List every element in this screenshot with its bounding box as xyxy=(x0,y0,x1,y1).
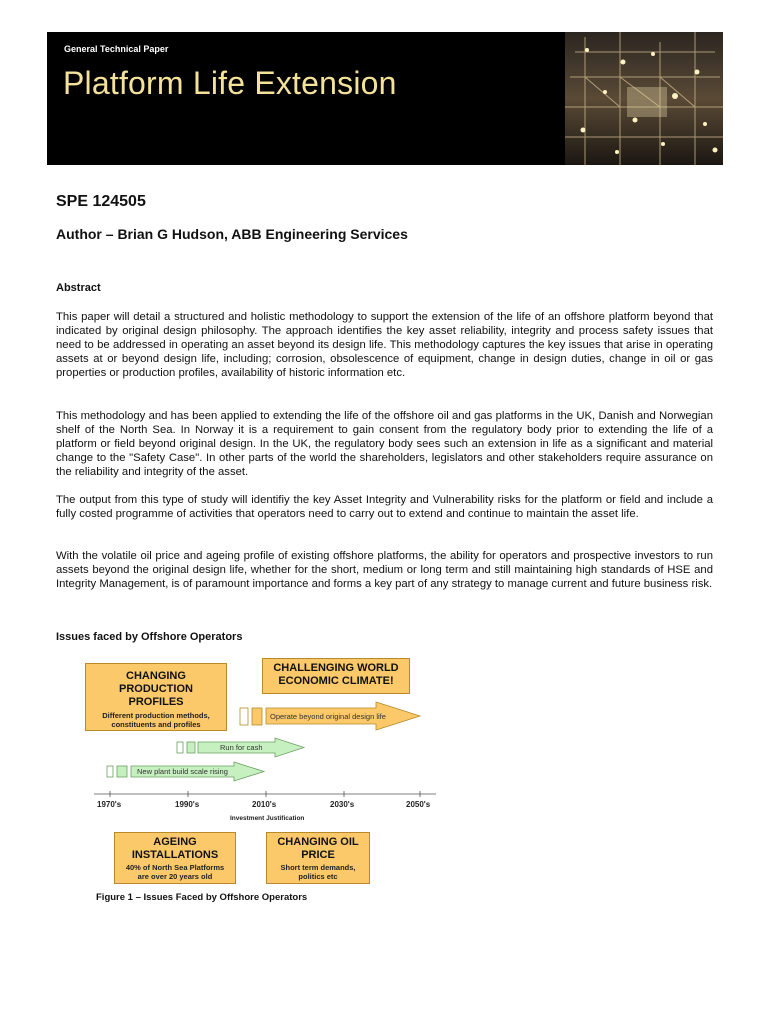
box-subtitle: Different production methods, constituents and profiles xyxy=(102,711,210,729)
paper-type-label: General Technical Paper xyxy=(64,44,169,54)
document-title: Platform Life Extension xyxy=(63,65,397,101)
abstract-paragraph-1: This paper will detail a structured and holistic methodology to support the extension of the life of an offshore platform beyond that indicated by original design philosophy. The approach identifies the key asset reliability, integrity and process safety issues that need to be addressed in operating an asset beyond its design life. This methodology captures the key issues that arise in operating assets at or beyond design life, including; corrosion, obsolescence of equipment, change in design duties, change in oil or gas properties or production profiles, availability of historic information etc. xyxy=(56,311,713,379)
box-title: CHANGING OIL PRICE xyxy=(277,836,359,861)
box-changing-oil-price xyxy=(266,832,370,884)
box-title: CHANGING PRODUCTION PROFILES xyxy=(119,670,193,708)
arrow-label-operate: Operate beyond original design life xyxy=(270,712,386,721)
abstract-paragraph-2: This methodology and has been applied to extending the life of the offshore oil and gas platforms in the UK, Danish and Norwegian shelf of the North Sea. In Norway it is a requirement to gain consent from the regulatory body prior to extending the life of a platform or field beyond original design. In the UK, the regulatory body sees such an extension in life as a significant and material change to the "Safety Case". In other parts of the world the shareholders, legislators and other stakeholders require assurance on the reliability and integrity of the asset. xyxy=(56,410,713,478)
box-subtitle: 40% of North Sea Platforms are over 20 years old xyxy=(125,863,225,881)
abstract-paragraph-3: The output from this type of study will identifiy the key Asset Integrity and Vulnerability risks for the platform or field and include a fully costed programme of activities that operators need to carry out to extend and continue to maintain the asset life. xyxy=(56,494,713,520)
box-subtitle: Short term demands, politics etc xyxy=(280,863,356,881)
axis-title: Investment Justification xyxy=(230,815,305,822)
tick-label: 1990's xyxy=(175,800,200,809)
figure-caption: Figure 1 – Issues Faced by Offshore Operators xyxy=(96,892,308,903)
abstract-heading: Abstract xyxy=(56,282,101,294)
box-world-economic xyxy=(262,658,410,694)
tick-label: 2030's xyxy=(330,800,355,809)
tick-label: 2050's xyxy=(406,800,431,809)
timeline-axis xyxy=(94,791,436,797)
paper-id: SPE 124505 xyxy=(56,193,146,210)
box-title: AGEING INSTALLATIONS xyxy=(131,836,219,861)
arrow-label-new-plant: New plant build scale rising xyxy=(137,767,228,776)
box-ageing-installations xyxy=(114,832,236,884)
author-line: Author – Brian G Hudson, ABB Engineering Services xyxy=(56,226,408,242)
tick-label: 1970's xyxy=(97,800,122,809)
arrow-label-run-for-cash: Run for cash xyxy=(220,743,263,752)
issues-figure xyxy=(80,654,460,886)
abstract-paragraph-4: With the volatile oil price and ageing profile of existing offshore platforms, the ability for operators and prospective investors to run assets beyond the original design life, whether for the short, medium or long term and still maintaining high standards of HSE and Integrity Management, is of paramount importance and forms a key part of any strategy to manage current and future business risk. xyxy=(56,550,713,590)
issues-heading: Issues faced by Offshore Operators xyxy=(56,631,243,643)
header-banner xyxy=(47,32,723,165)
box-changing-production xyxy=(85,663,227,731)
tick-label: 2010's xyxy=(252,800,277,809)
box-title: CHALLENGING WORLD ECONOMIC CLIMATE! xyxy=(273,662,399,687)
platform-photo xyxy=(565,32,723,165)
